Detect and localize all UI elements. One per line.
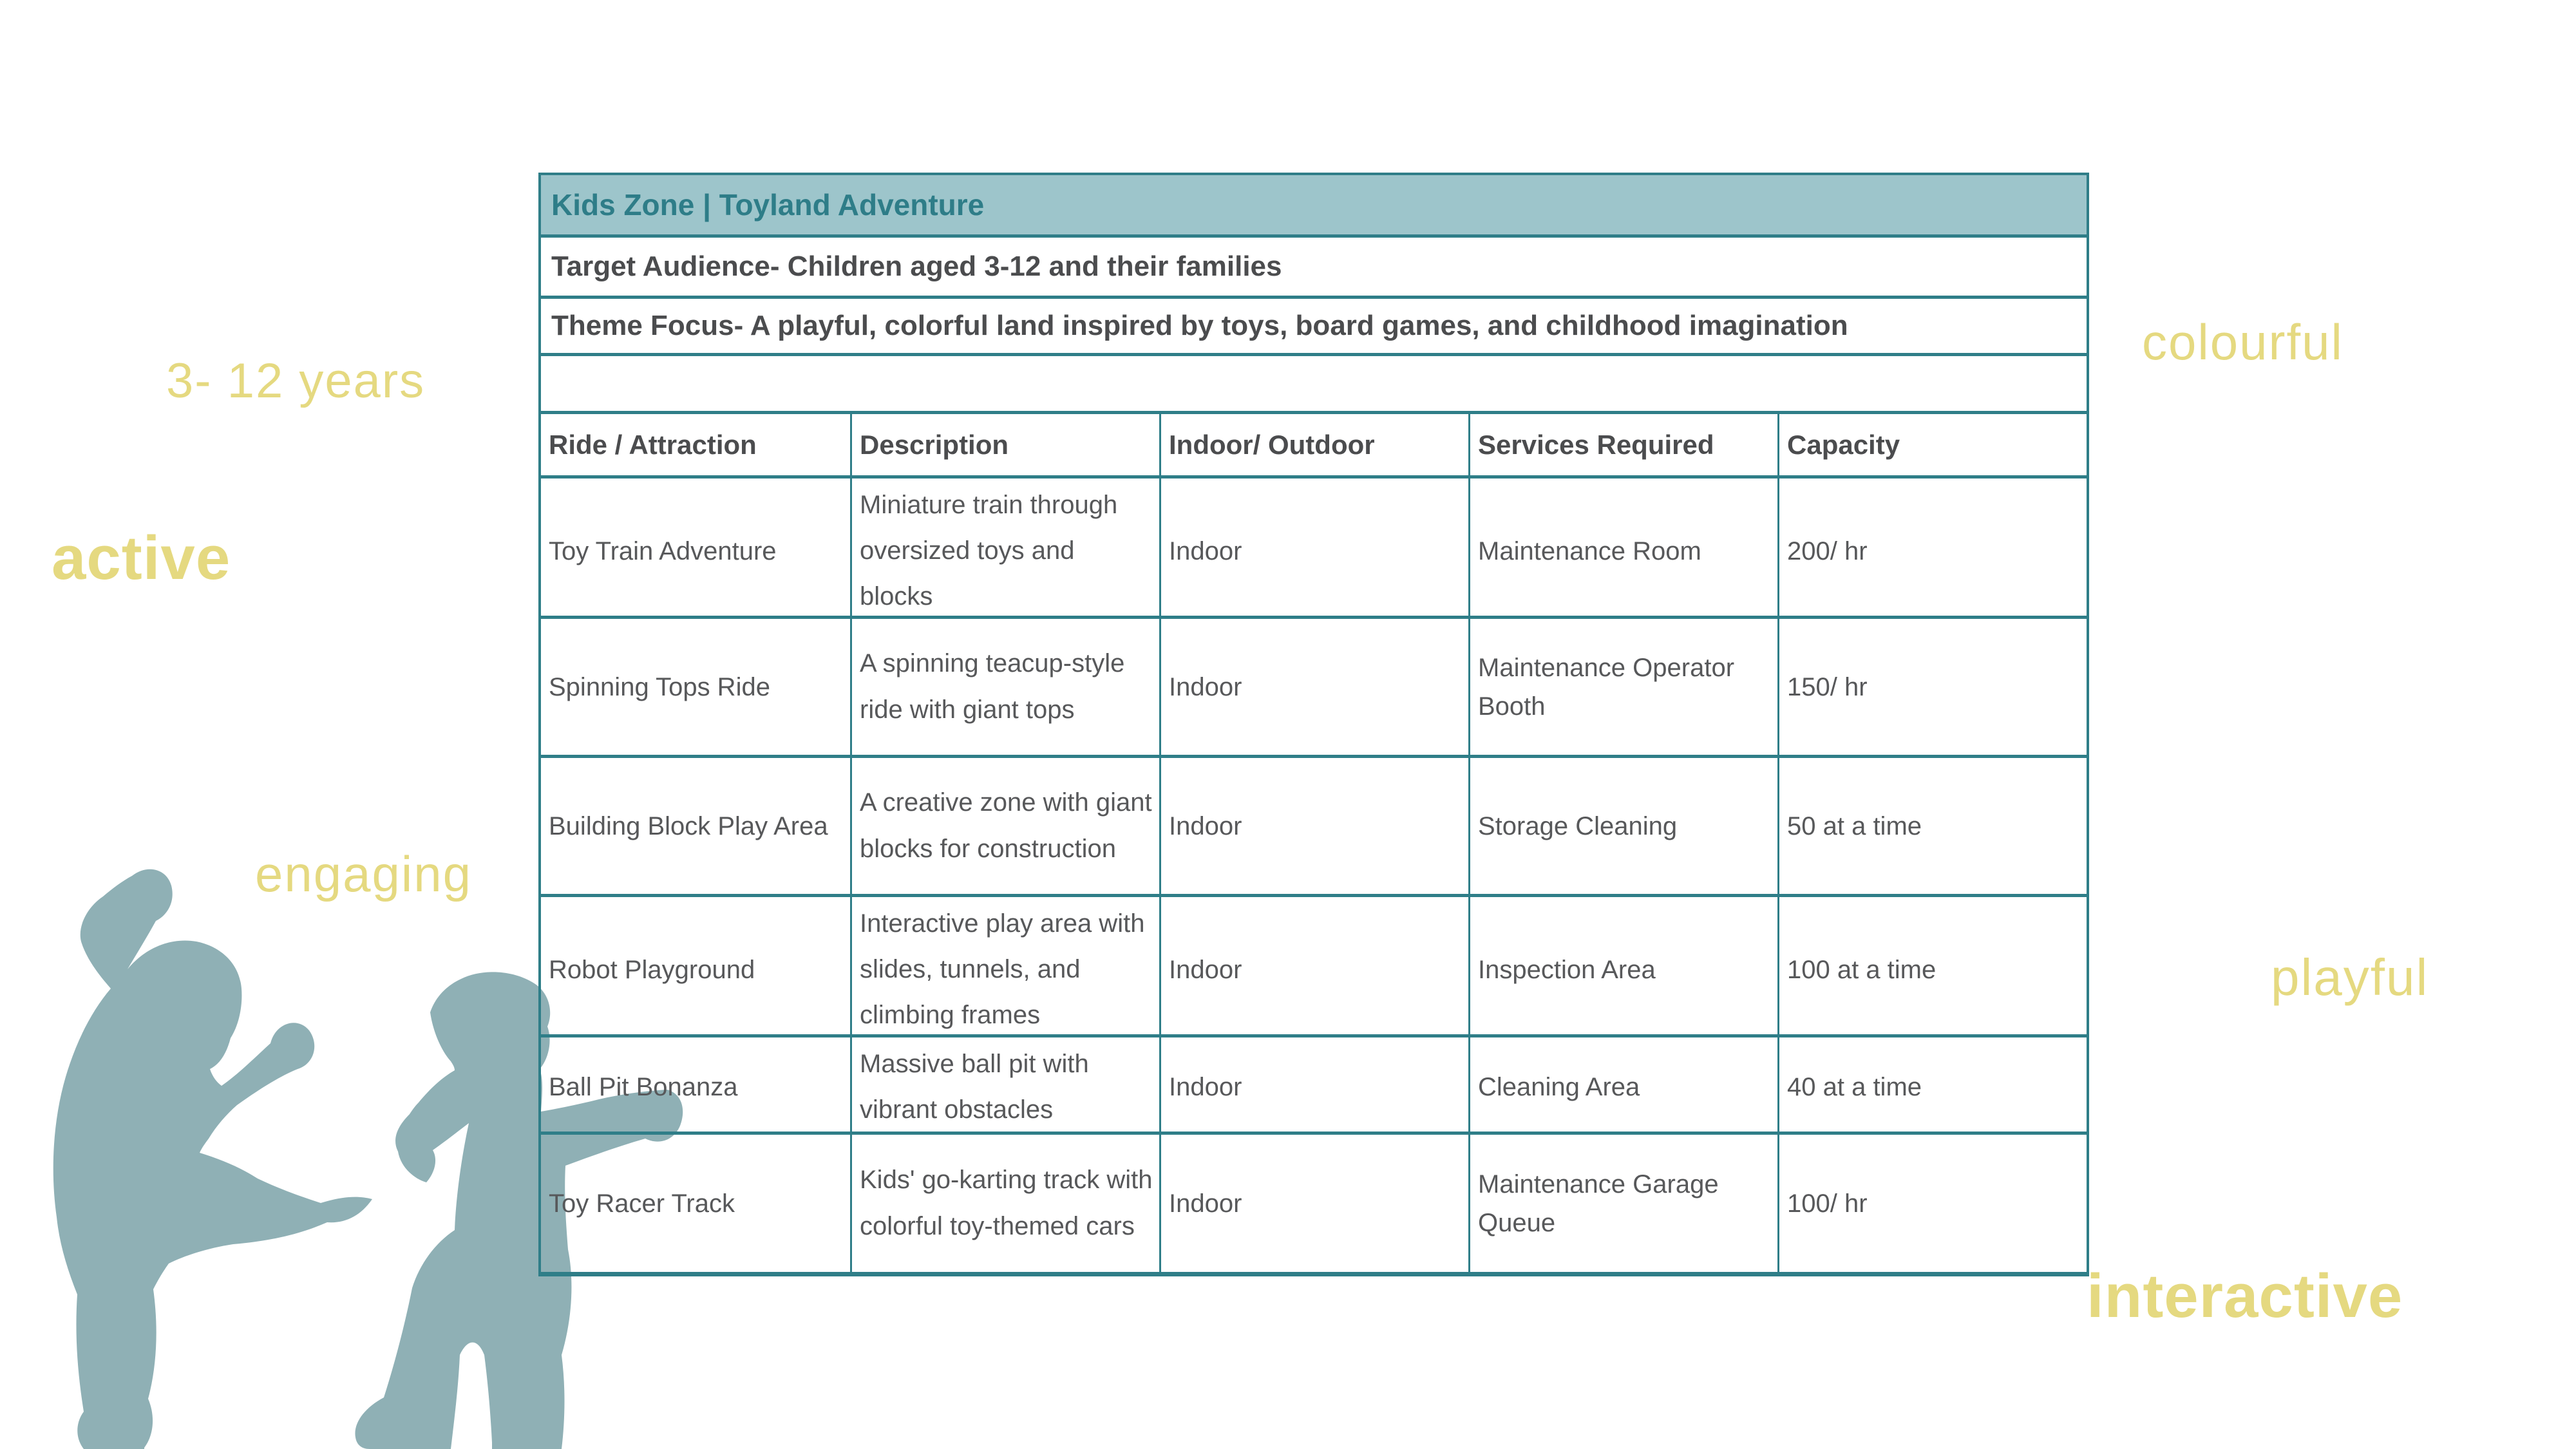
table-row — [541, 1135, 2087, 1272]
cell-capacity: 150/ hr — [1777, 619, 2087, 755]
decor-word-engaging: engaging — [255, 846, 472, 902]
theme-focus-text: Theme Focus- A playful, colorful land inspired by toys, board games, and childhood imagination — [551, 310, 1848, 341]
cell-indoor-outdoor: Indoor — [1159, 478, 1468, 624]
cell-description: Massive ball pit with vibrant obstacles — [850, 1037, 1159, 1137]
table-row — [541, 1037, 2087, 1135]
cell-services: Maintenance Operator Booth — [1468, 619, 1777, 755]
column-header-ride: Ride / Attraction — [549, 429, 757, 460]
decor-word-active: active — [52, 524, 231, 592]
cell-indoor-outdoor: Indoor — [1159, 897, 1468, 1043]
cell-indoor-outdoor: Indoor — [1159, 619, 1468, 755]
cell-services: Maintenance Room — [1468, 478, 1777, 624]
cell-ride: Ball Pit Bonanza — [549, 1073, 738, 1102]
cell-ride: Spinning Tops Ride — [549, 672, 770, 701]
target-audience-text: Target Audience- Children aged 3-12 and their families — [551, 251, 1282, 282]
column-header-indoor-outdoor: Indoor/ Outdoor — [1159, 414, 1468, 475]
cell-capacity: 50 at a time — [1777, 758, 2087, 894]
cell-ride: Robot Playground — [549, 955, 755, 984]
decor-word-playful: playful — [2271, 949, 2429, 1006]
decor-word-age-range: 3- 12 years — [166, 354, 426, 408]
cell-description: Miniature train through oversized toys and blocks — [850, 478, 1159, 624]
cell-description: Kids' go-karting track with colorful toy-themed cars — [850, 1135, 1159, 1272]
cell-indoor-outdoor: Indoor — [1159, 758, 1468, 894]
cell-description: A spinning teacup-style ride with giant tops — [850, 619, 1159, 755]
cell-indoor-outdoor: Indoor — [1159, 1135, 1468, 1272]
cell-services: Storage Cleaning — [1468, 758, 1777, 894]
column-header-capacity: Capacity — [1777, 414, 2087, 475]
spacer-row — [541, 356, 2087, 414]
cell-ride: Toy Train Adventure — [549, 536, 777, 565]
table-row — [541, 478, 2087, 619]
table-row — [541, 897, 2087, 1037]
table-title: Kids Zone | Toyland Adventure — [551, 188, 985, 222]
theme-focus-row — [541, 299, 2087, 356]
cell-ride: Toy Racer Track — [549, 1189, 735, 1218]
cell-services: Cleaning Area — [1468, 1037, 1777, 1137]
cell-capacity: 100/ hr — [1777, 1135, 2087, 1272]
column-header-description: Description — [850, 414, 1159, 475]
column-header-services: Services Required — [1468, 414, 1777, 475]
table-header-row — [541, 414, 2087, 478]
cell-services: Maintenance Garage Queue — [1468, 1135, 1777, 1272]
cell-services: Inspection Area — [1468, 897, 1777, 1043]
decor-word-colourful: colourful — [2142, 314, 2344, 370]
table-row — [541, 619, 2087, 758]
decor-word-interactive: interactive — [2087, 1262, 2403, 1331]
child-silhouette-dancing — [53, 869, 372, 1449]
rides-table — [538, 173, 2089, 1276]
cell-capacity: 200/ hr — [1777, 478, 2087, 624]
target-audience-row — [541, 238, 2087, 299]
cell-description: A creative zone with giant blocks for construction — [850, 758, 1159, 894]
cell-indoor-outdoor: Indoor — [1159, 1037, 1468, 1137]
table-row — [541, 758, 2087, 897]
table-title-row — [541, 175, 2087, 238]
cell-ride: Building Block Play Area — [549, 811, 828, 840]
cell-capacity: 40 at a time — [1777, 1037, 2087, 1137]
cell-capacity: 100 at a time — [1777, 897, 2087, 1043]
cell-description: Interactive play area with slides, tunnels, and climbing frames — [850, 897, 1159, 1043]
